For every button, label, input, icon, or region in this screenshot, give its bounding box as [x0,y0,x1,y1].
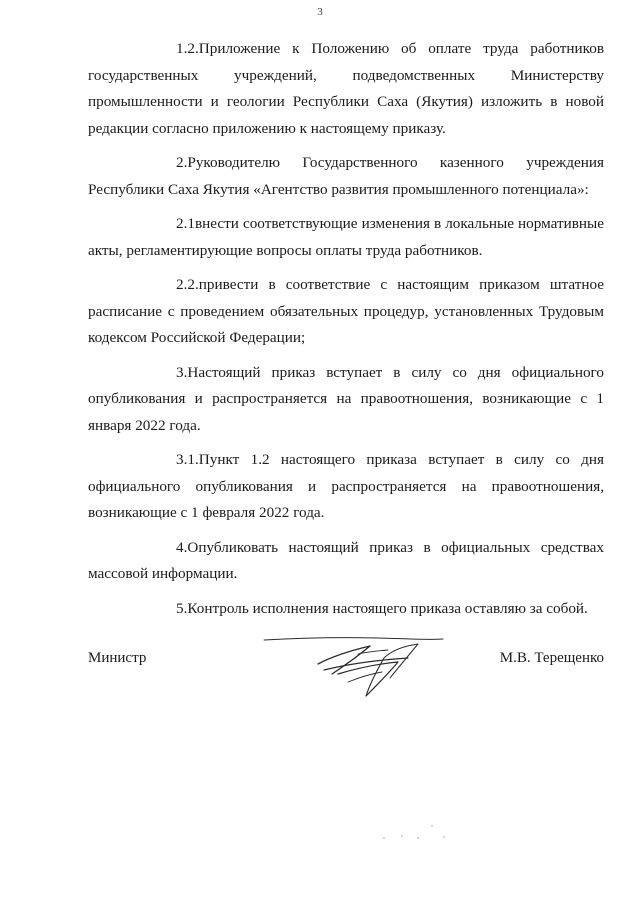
clause-number: 5. [176,599,188,617]
paragraph-2 [88,150,604,203]
clause-text: привести в соответствие с настоящим приказом штатное расписание с проведением обязательных процедур, установленных Трудовым кодексом Российской Федерации; [88,276,604,346]
paragraph-2-2 [88,272,604,352]
clause-text: Пункт 1.2 настоящего приказа вступает в силу со дня официального опубликования и распространяется на правоотношения, возникающие с 1 февраля 2022 года. [88,451,604,521]
clause-number: 3. [176,363,188,381]
clause-number: 2.2. [176,276,199,293]
clause-number: 2.1 [176,215,195,232]
scan-specks [380,818,460,848]
paragraph-2-1 [88,211,604,264]
signatory-name: М.В. Терещенко [499,650,604,666]
clause-text: Руководителю Государственного казенного учреждения Республики Саха Якутия «Агентство развития промышленного потенциала»: [88,154,604,198]
clause-number: 2. [176,154,188,171]
clause-number: 4. [176,538,188,556]
clause-number: 1.2. [176,40,199,57]
clause-text: Приложение к Положению об оплате труда работников государственных учреждений, подведомственных Министерству промышленности и геологии Республики Саха (Якутия) изложить в новой редакции согласно приложению к настоящему приказу. [88,40,604,137]
signatory-role: Министр [88,650,147,666]
paragraph-3-1 [88,447,604,527]
document-body [88,36,604,630]
paragraph-5 [88,596,604,623]
clause-text: внести соответствующие изменения в локальные нормативные акты, регламентирующие вопросы оплаты труда работников. [88,215,604,259]
paragraph-1-2 [88,36,604,142]
handwritten-signature [258,634,448,702]
clause-text: Настоящий приказ вступает в силу со дня официального опубликования и распространяется на правоотношения, возникающие с 1 января 2022 года. [88,363,604,434]
clause-text: Контроль исполнения настоящего приказа оставляю за собой. [187,599,588,617]
signature-block [88,648,604,708]
clause-text: Опубликовать настоящий приказ в официальных средствах массовой информации. [88,538,604,582]
clause-number: 3.1. [176,451,199,468]
paragraph-3 [88,360,604,440]
paragraph-4 [88,535,604,588]
page-number: 3 [317,6,323,18]
